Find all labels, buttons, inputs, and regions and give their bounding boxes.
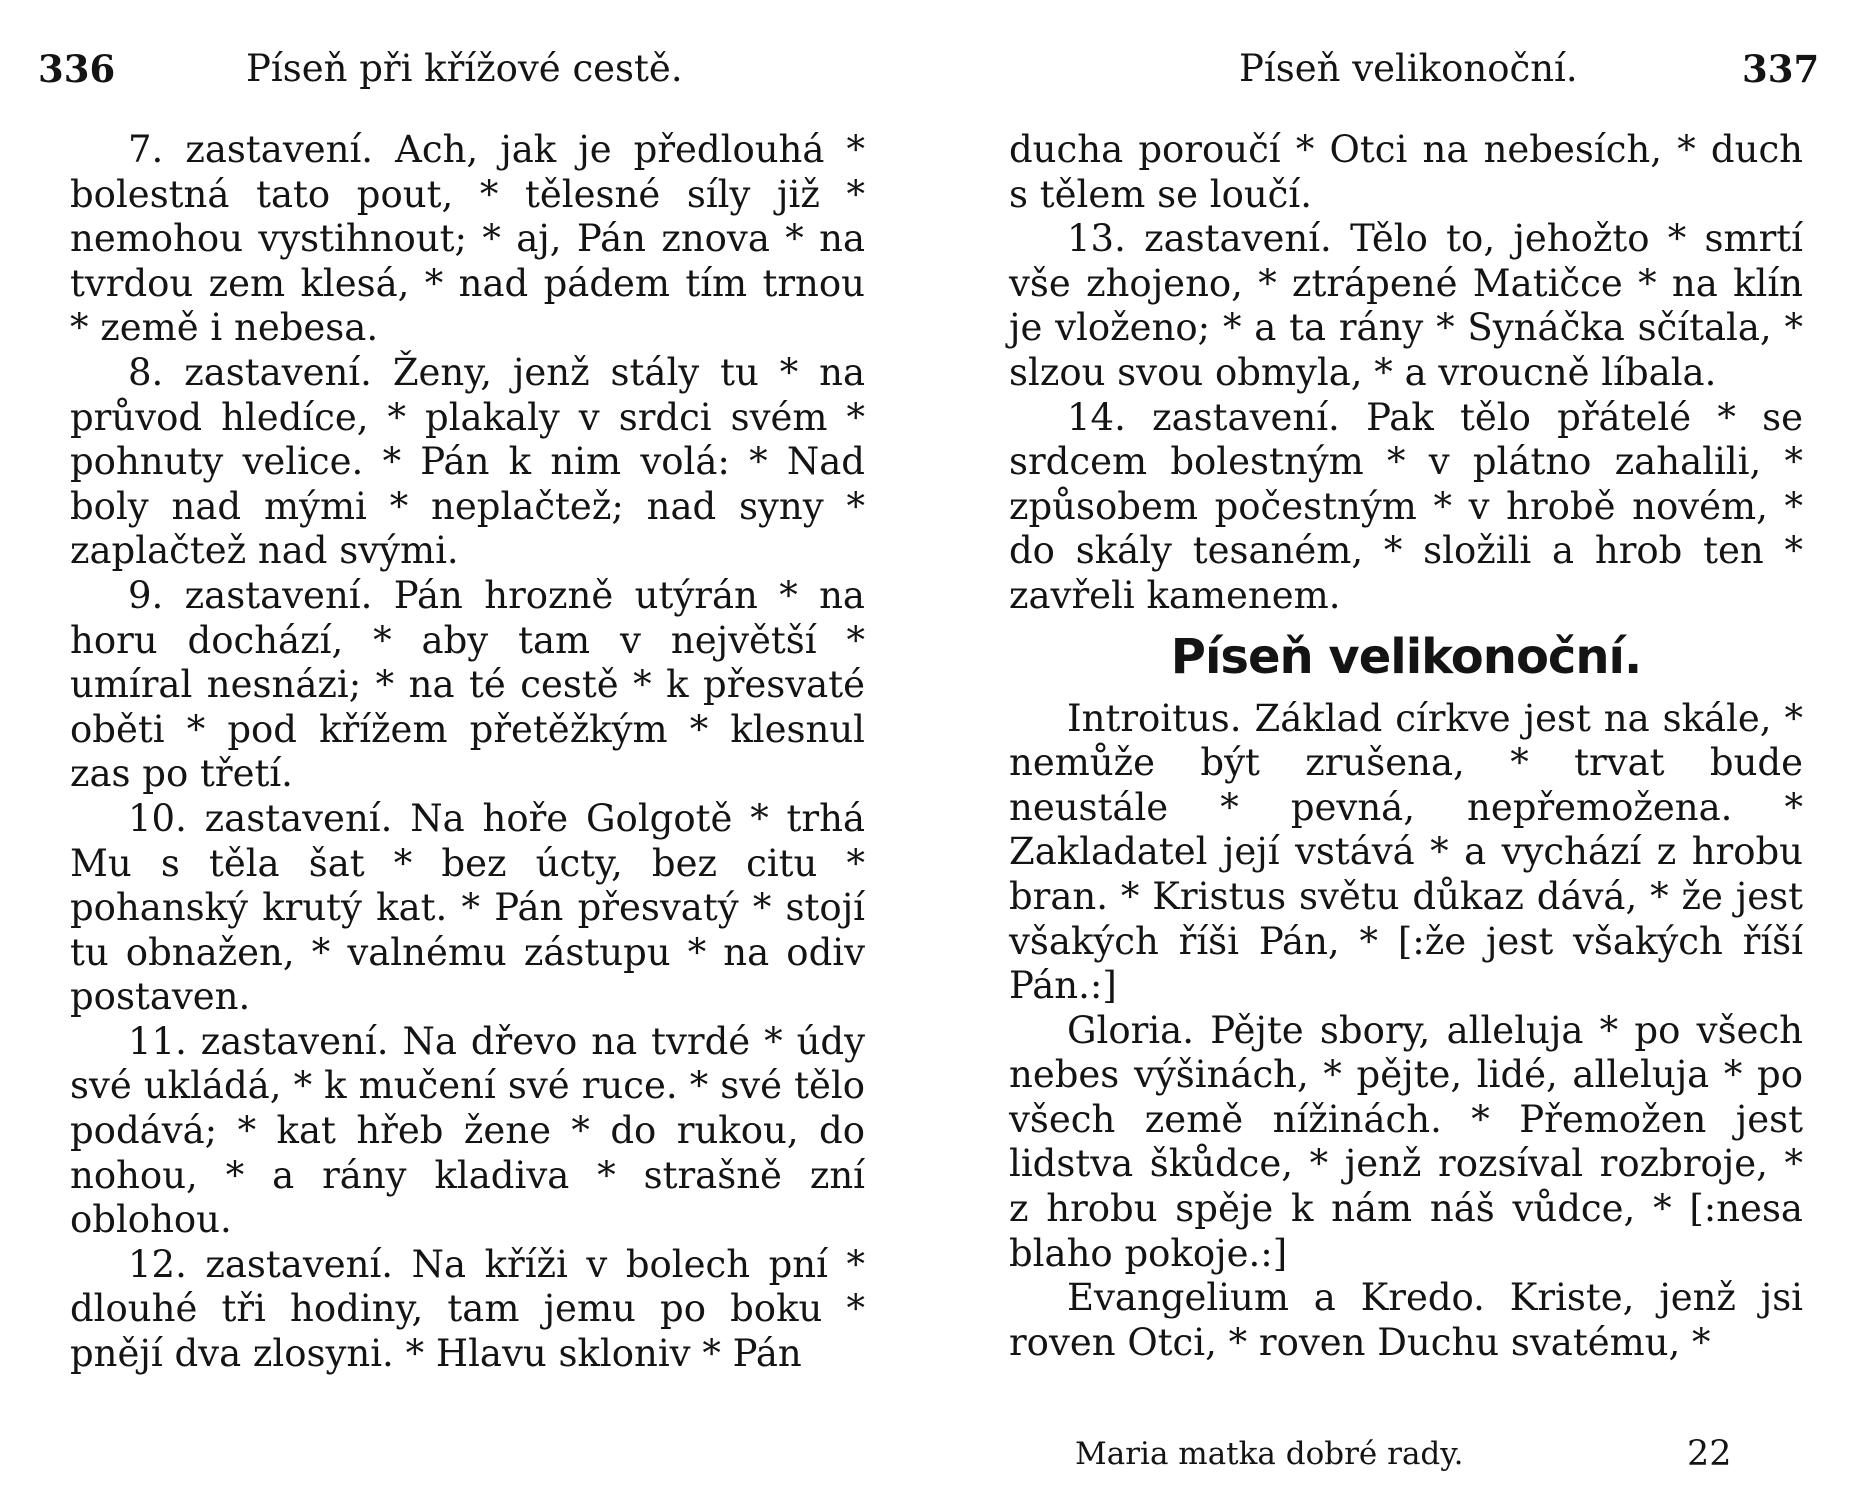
stanza-paragraph bbox=[1009, 396, 1803, 619]
hymn-part-label: Evangelium a Kredo. bbox=[1067, 1276, 1485, 1320]
stanza-paragraph bbox=[70, 351, 865, 574]
stanza-label: 10. zastavení. bbox=[128, 796, 393, 840]
stanza-label: 8. zastavení. bbox=[128, 350, 372, 394]
hymn-part-text: Pějte sbory, alleluja * po všech nebes výšinách, * pějte, lidé, alleluja * po všech země nížinách. * Přemožen jest lidstva škůdce, * jenž rozsíval rozbroje, * z hrobu spěje k nám náš vůdce, * [:nesa blaho pokoje.:] bbox=[1009, 1008, 1803, 1275]
stanza-text: Pán hrozně utýrán * na horu dochází, * aby tam v největší * umíral nesnázi; * na té cestě * k přesvaté oběti * pod křížem přetěžkým * klesnul zas po třetí. bbox=[70, 573, 865, 796]
stanza-text: Na kříži v bolech pní * dlouhé tři hodiny, tam jemu po boku * pnějí dva zlosyni. * Hlavu skloniv * Pán bbox=[70, 1242, 865, 1376]
stanza-text: Pak tělo přátelé * se srdcem bolestným * v plátno zahalili, * způsobem počestným * v hrobě novém, * do skály tesaném, * složili a hrob ten * zavřeli kamenem. bbox=[1009, 395, 1803, 617]
left-column bbox=[70, 128, 865, 1377]
stanza-paragraph bbox=[1009, 217, 1803, 395]
running-title: Píseň při křížové cestě. bbox=[246, 47, 683, 90]
stanza-text: Tělo to, jehožto * smrtí vše zhojeno, * ztrápené Matičce * na klín je vloženo; * a ta rány * Synáčka sčítala, * slzou svou obmyla, * a vroucně líbala. bbox=[1009, 217, 1803, 394]
stanza-label: 13. zastavení. bbox=[1067, 217, 1332, 261]
hymn-part-text: Kriste, jenž jsi roven Otci, * roven Duchu svatému, * bbox=[1009, 1276, 1804, 1364]
stanza-paragraph bbox=[70, 1020, 865, 1243]
stanza-label: 9. zastavení. bbox=[128, 573, 373, 617]
stanza-paragraph bbox=[70, 797, 865, 1020]
stanza-label: 14. zastavení. bbox=[1067, 395, 1340, 439]
right-page bbox=[931, 0, 1862, 1500]
stanza-label: 12. zastavení. bbox=[128, 1242, 394, 1286]
signature-mark: Maria matka dobré rady. bbox=[1075, 1436, 1464, 1472]
running-title: Píseň velikonoční. bbox=[1239, 47, 1578, 90]
hymn-part-text: Základ církve jest na skále, * nemůže být zrušena, * trvat bude neustále * pevná, nepřemožena. * Zakladatel její vstává * a vychází z hrobu bran. * Kristus světu důkaz dává, * že jest všakých říši Pán, * [:že jest všakých říší Pán.:] bbox=[1009, 696, 1804, 1008]
page-number: 336 bbox=[38, 47, 116, 91]
continued-text: ducha poroučí * Otci na nebesích, * duch s tělem se loučí. bbox=[1009, 128, 1803, 216]
stanza-text: Na dřevo na tvrdé * údy své ukládá, * k mučení své ruce. * své tělo podává; * kat hřeb žene * do rukou, do nohou, * a rány kladiva * strašně zní oblohou. bbox=[70, 1019, 865, 1242]
stanza-text: Ženy, jenž stály tu * na průvod hledíce, * plakaly v srdci svém * pohnuty velice. * Pán k nim volá: * Nad boly nad mými * neplačtež; nad syny * zaplačtež nad svými. bbox=[70, 350, 865, 573]
signature-number: 22 bbox=[1687, 1434, 1732, 1474]
right-column bbox=[1009, 128, 1803, 1365]
stanza-paragraph bbox=[70, 1243, 865, 1377]
hymn-paragraph bbox=[1009, 1009, 1803, 1277]
hymn-part-label: Introitus. bbox=[1067, 696, 1242, 740]
hymn-part-label: Gloria. bbox=[1067, 1008, 1195, 1052]
page-number: 337 bbox=[1742, 47, 1820, 91]
stanza-paragraph bbox=[70, 128, 865, 351]
section-title: Píseň velikonoční. bbox=[1170, 628, 1642, 685]
stanza-paragraph bbox=[70, 574, 865, 797]
stanza-label: 11. zastavení. bbox=[128, 1019, 389, 1063]
stanza-text: Ach, jak je předlouhá * bolestná tato pout, * tělesné síly již * nemohou vystihnout; * aj, Pán znova * na tvrdou zem klesá, * nad pádem tím trnou * země i nebesa. bbox=[70, 128, 865, 350]
hymn-paragraph bbox=[1009, 1276, 1803, 1365]
stanza-label: 7. zastavení. bbox=[128, 128, 374, 171]
hymn-paragraph bbox=[1009, 697, 1803, 1009]
stanza-text: Na hoře Golgotě * trhá Mu s těla šat * bez úcty, bez citu * pohanský krutý kat. * Pán přesvatý * stojí tu obnažen, * valnému zástupu * na odiv postaven. bbox=[70, 796, 866, 1019]
